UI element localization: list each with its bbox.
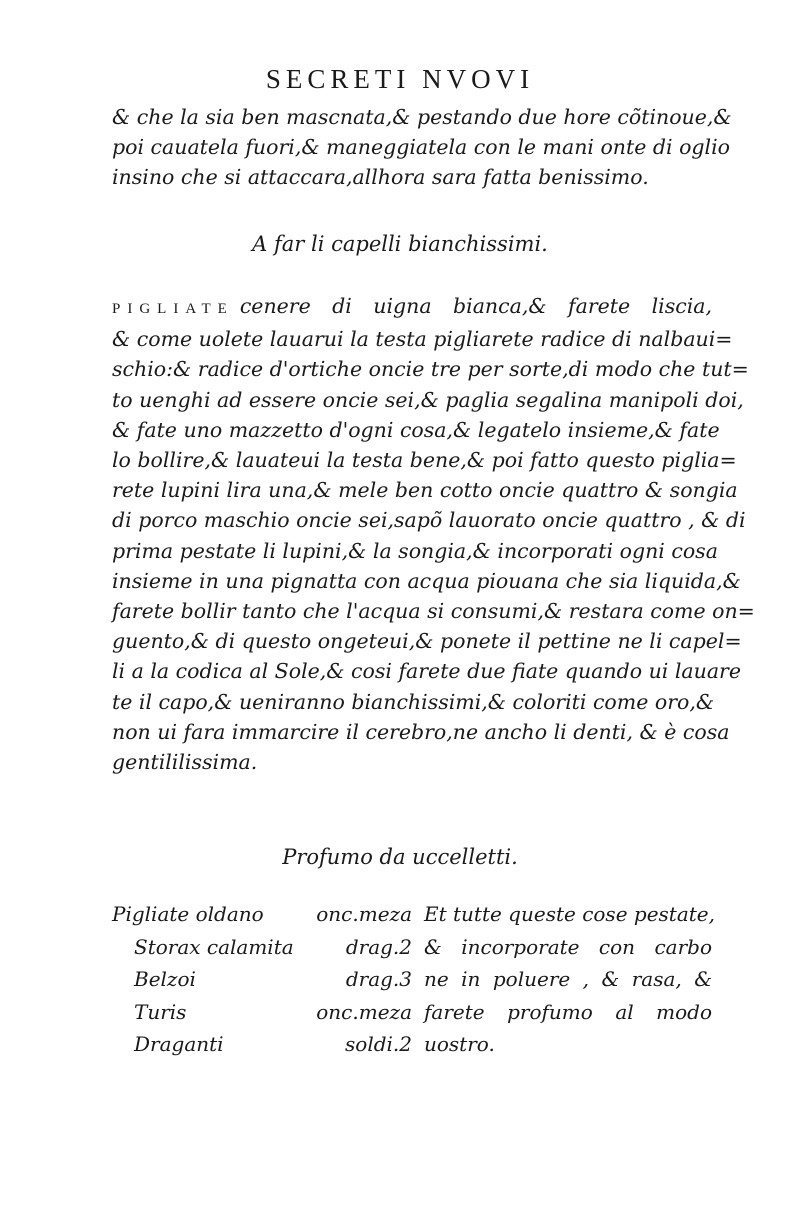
text-line: gentililissima. xyxy=(112,750,258,775)
recipe-paragraph xyxy=(112,291,755,777)
ingredient-quantity: drag.2 xyxy=(345,934,412,959)
text-line: farete bollir tanto che l'acqua si consumi,& restara come on= xyxy=(112,599,755,624)
text-line: te il capo,& ueniranno bianchissimi,& coloriti come oro,& xyxy=(112,689,715,714)
ingredient-row xyxy=(112,967,712,1000)
text-line: poi cauatela fuori,& maneggiatela con le mani onte di oglio xyxy=(112,135,731,160)
text-line: to uenghi ad essere oncie sei,& paglia segalina manipoli doi, xyxy=(112,387,744,412)
ingredient-row xyxy=(112,902,715,935)
instruction-text: Et tutte queste cose pestate, xyxy=(424,902,715,926)
text-line xyxy=(112,291,712,324)
ingredient-table xyxy=(112,902,715,1065)
ingredient-quantity: soldi.2 xyxy=(345,1032,412,1056)
text-line: li a la codica al Sole,& cosi farete due fiate quando ui lauare xyxy=(112,659,741,684)
text-line: lo bollire,& lauateui la testa bene,& poi fatto questo piglia= xyxy=(112,448,737,473)
text-line: insino che si attaccara,allhora sara fatta benissimo. xyxy=(112,165,649,190)
intro-paragraph xyxy=(112,102,732,193)
section-heading: A far li capelli bianchissimi. xyxy=(252,232,548,256)
ingredient-row xyxy=(112,1032,712,1065)
ingredient-quantity: onc.meza xyxy=(316,999,412,1024)
text-line: rete lupini lira una,& mele ben cotto oncie quattro & songia xyxy=(112,478,738,503)
ingredient-name: Storax calamita xyxy=(134,934,294,959)
ingredient-name: Draganti xyxy=(134,1032,224,1056)
instruction-text: ne in poluere , & rasa, & xyxy=(424,967,712,991)
ingredient-quantity: drag.3 xyxy=(345,967,412,991)
ingredient-row xyxy=(112,1000,712,1033)
text-line: & che la sia ben mascnata,& pestando due hore cõtinoue,& xyxy=(112,105,732,129)
running-head: SECRETI NVOVI xyxy=(265,64,535,94)
ingredient-name: Turis xyxy=(134,999,187,1024)
text-line: guento,& di questo ongeteui,& ponete il pettine ne li capel= xyxy=(112,629,742,654)
text-line: & fate uno mazzetto d'ogni cosa,& legatelo insieme,& fate xyxy=(112,417,720,442)
text-line: prima pestate li lupini,& la songia,& incorporati ogni cosa xyxy=(112,538,718,563)
text-line: di porco maschio oncie sei,sapõ lauorato oncie quattro , & di xyxy=(112,508,746,533)
initial-word: PIGLIATE xyxy=(112,301,234,317)
instruction-text: farete profumo al modo xyxy=(424,999,712,1024)
text-line: non ui fara immarcire il cerebro,ne ancho li denti, & è cosa xyxy=(112,719,730,744)
first-line-rest: cenere di uigna bianca,& farete liscia, xyxy=(239,294,712,318)
text-line: schio:& radice d'ortiche oncie tre per sorte,di modo che tut= xyxy=(112,357,749,382)
ingredient-name: Belzoi xyxy=(134,967,196,991)
instruction-text: uostro. xyxy=(424,1032,495,1056)
instruction-text: & incorporate con carbo xyxy=(424,934,712,959)
ingredient-row xyxy=(112,935,712,968)
section-heading: Profumo da uccelletti. xyxy=(282,845,518,869)
text-line: & come uolete lauarui la testa pigliarete radice di nalbaui= xyxy=(112,327,733,352)
ingredient-name: Pigliate oldano xyxy=(112,902,264,926)
text-line: insieme in una pignatta con acqua piouana che sia liquida,& xyxy=(112,568,741,593)
ingredient-quantity: onc.meza xyxy=(316,902,412,926)
